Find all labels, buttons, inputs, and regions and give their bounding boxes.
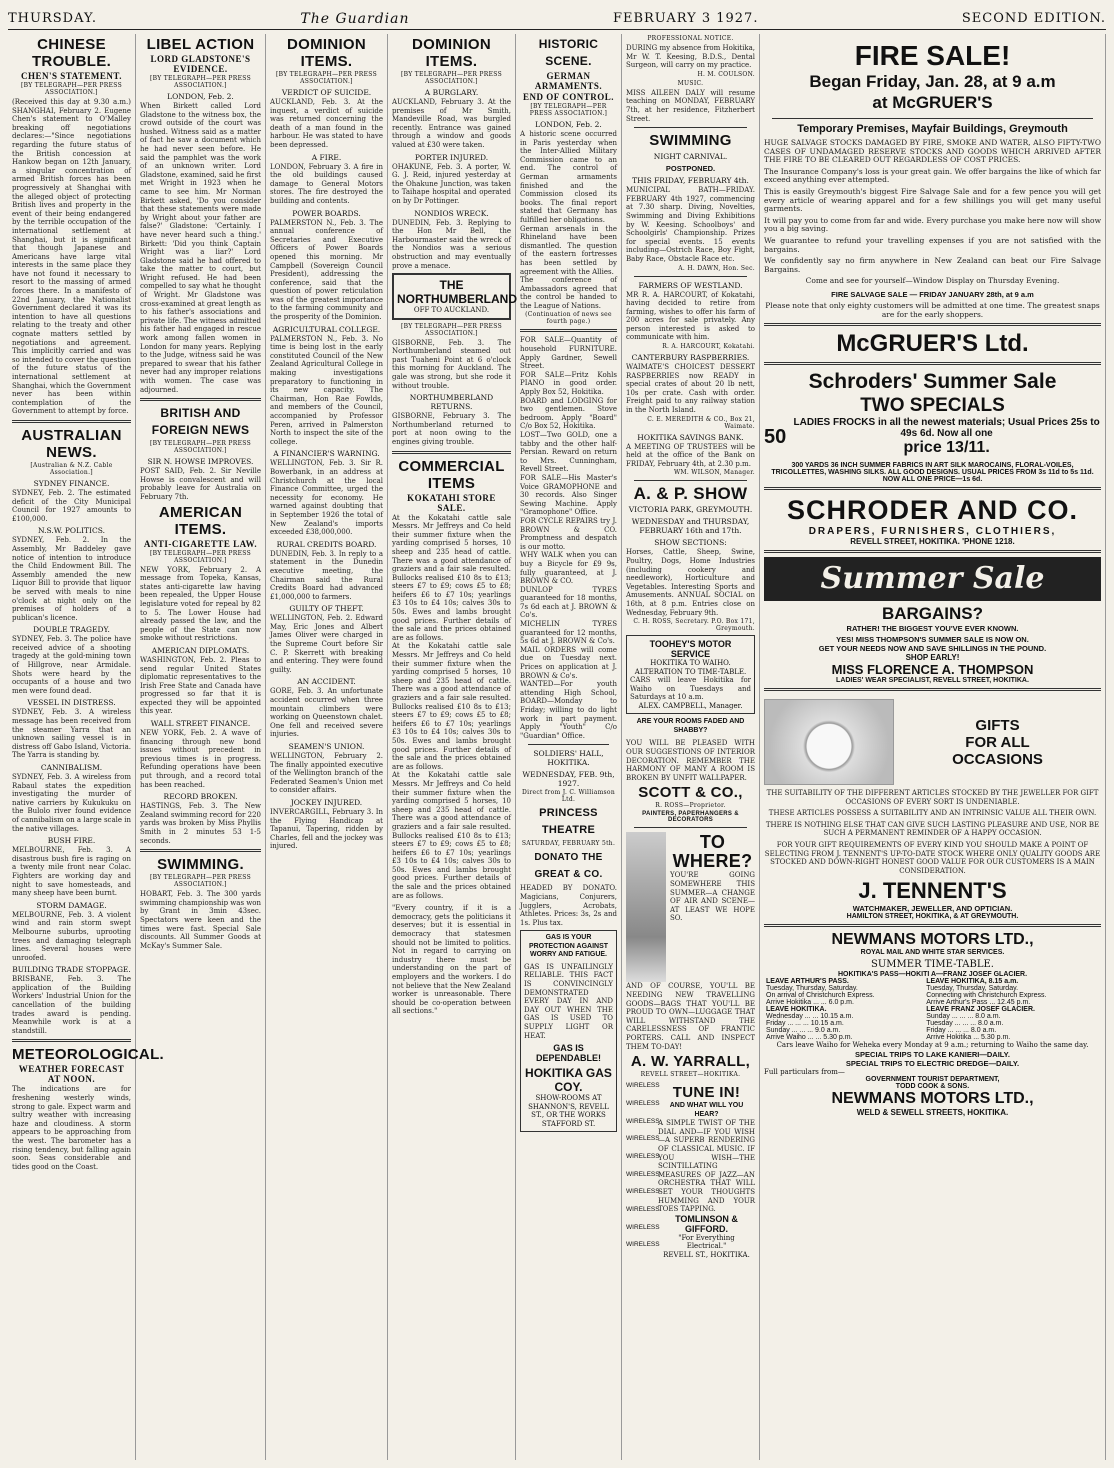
article-text: WASHINGTON, Feb. 2. Pleas to send regular United States diplomatic representatives to the Irish Free State and Canada have progressed so far that it is expected they will be appointed this year.	[140, 655, 261, 716]
article-text: At the Kokatahi cattle sale Messrs. Mr Jeffreys and Co held their summer fixture when the yarding comprised 5 horses, 10 sheep and 235 head of cattle. There was a good attendance of graziers and a fair sale resulted. Bullocks realised £10 8s to £13; steers £7 to £9; cows £5 to £8; heifers £6 to £7 10s; yearlings £3 10s to £4 10s; calves 30s to 50s. Ewes and lambs brought good prices. Further details of the sale and the prices obtained are as follows.	[392, 771, 511, 900]
timetable-cell: Arrive Arthur's Pass ... 12.45 p.m.	[926, 999, 1031, 1007]
notice-signature: H. M. COULSON.	[697, 70, 755, 78]
timetable-row	[764, 978, 1101, 985]
newmans-cook: TODD COOK & SONS.	[895, 1083, 970, 1091]
schroder-co-trades: DRAPERS, FURNISHERS, CLOTHIERS,	[808, 526, 1057, 538]
princess-theatre: PRINCESS THEATRE	[539, 807, 598, 837]
timetable-cell: Tuesday, Thursday, Saturday.	[766, 985, 858, 993]
headline-american-items: AMERICAN ITEMS.	[158, 503, 243, 538]
gifts-occasions: OCCASIONS	[952, 750, 1043, 768]
fabrics-price: NOW ALL ONE PRICE—1s 6d.	[882, 476, 983, 484]
timetable-cell: LEAVE FRANZ JOSEF GLACIER.	[926, 1006, 1035, 1014]
column-4	[388, 34, 516, 1460]
article-text: SYDNEY, Feb. 2. The estimated deficit of the City Municipal Council for 1927 amounts to £100,000.	[12, 488, 131, 523]
raspberries-heading: CANTERBURY RASPBERRIES.	[631, 353, 750, 363]
article-text: LONDON, February 3. A fire in the old buildings caused damage to General Motors stores. The fire destroyed the building and contents.	[270, 162, 383, 205]
divider	[772, 118, 1093, 119]
gifts-for-all: FOR ALL	[965, 733, 1030, 751]
fire-sale-text: It will pay you to come from far and wide. Every purchase you make here now will show you a big saving.	[764, 215, 1101, 234]
byline: [BY TELEGRAPH—PER PRESS ASSOCIATION.]	[401, 71, 502, 85]
dateline: JOCKEY INJURED.	[290, 797, 363, 807]
gas-ad	[520, 930, 617, 1132]
timetable-cell: Arrive Hokitika ... 5.30 p.m.	[926, 1034, 1011, 1042]
timetable-row	[764, 1034, 1101, 1041]
ap-show-title: A. & P. SHOW	[633, 484, 748, 504]
travel-text: YOU'RE GOING SOMEWHERE THIS SUMMER—A CHANGE OF AIR AND SCENE—AT LEAST WE HOPE SO.	[670, 871, 755, 923]
farmers-signature: R. A. HARCOURT, Kokatahi.	[662, 343, 755, 351]
newmans-special-1: SPECIAL TRIPS TO LAKE KANIERI—DAILY.	[855, 1049, 1010, 1059]
northumberland-box	[392, 273, 517, 320]
article-text: POST SAID, Feb. 2. Sir Neville Howse is convalescent and will probably leave for Australia on February 7th.	[140, 467, 261, 501]
headline-british-foreign-news: BRITISH AND FOREIGN NEWS	[151, 406, 250, 438]
newmans-waiho-note: Cars leave Waiho for Weheka every Monday at 9 a.m.; returning to Waiho the same day.	[776, 1041, 1089, 1050]
travel-text-2: AND OF COURSE, YOU'LL BE NEEDING NEW TRAVELLING GOODS—BAGS THAT YOU'LL BE PROUD TO OWN—LUGGAGE THAT WILL WITHSTAND THE CARELESSNESS OF FRANTIC PORTERS. CALL AND INSPECT THEM TO-DAY!	[626, 982, 755, 1051]
byline: [BY TELEGRAPH—PER PRESS ASSOCIATION.]	[150, 75, 251, 89]
tune-in-sub: AND WHAT WILL YOU HEAR?	[669, 1102, 744, 1118]
dateline: VESSEL IN DISTRESS.	[27, 698, 116, 708]
article-text: WELLINGTON, February 2. The finally appointed executive of the Wellington branch of the Federated Seamen's Union met to consider affairs.	[270, 752, 383, 795]
timetable	[764, 978, 1101, 1041]
article-text: SYDNEY, Feb. 3. The police have received advice of a shooting tragedy at the gold-mining town of Hillgrove, near Armidale. Shots were heard by the occupants of a house and two men were found dead.	[12, 635, 131, 695]
newmans-footer-address: WELD & SEWELL STREETS, HOKITIKA.	[856, 1108, 1009, 1118]
timetable-row	[764, 992, 1101, 999]
divider	[634, 276, 747, 277]
article-text: HASTINGS, Feb. 3. The New Zealand swimming record for 220 yards was broken by Miss Phyllis Smith in 2 minutes 53 1-5 seconds.	[140, 802, 261, 845]
article-text: SYDNEY, Feb. 3. A wireless from Rabaul states the expedition investigating the murder of native carriers by Kukukuku on the Bulolo river found evidence of cannibalism on a large scale in the native villages.	[12, 773, 131, 833]
toohey-ad	[626, 635, 755, 714]
article-text: OHAKUNE, Feb. 3. A porter, W. G. J. Reid, injured yesterday at the Ohakune Junction, was taken to Taihape hospital and operated on by Dr Pottinger.	[392, 162, 511, 205]
timetable-row	[764, 1013, 1101, 1020]
article-text: NEW YORK, Feb. 2. A wave of financing through new bond issues without precedent in previous times is in progress. Refunding operations have been put through, and a record total has been reached.	[140, 729, 261, 789]
tennent-address: HAMILTON STREET, HOKITIKA, & AT GREYMOUTH.	[846, 913, 1019, 921]
article-text: German arsenals in the Rhineland have been dismantled. The question of the eastern fortresses has been settled by agreement with the Allies.	[520, 224, 617, 276]
gas-address: SHOW-ROOMS AT SHANNON'S, REVELL ST., OR THE WORKS STAFFORD ST.	[528, 1094, 609, 1128]
gas-company: HOKITIKA GAS COY.	[525, 1066, 612, 1095]
timetable-row	[764, 1020, 1101, 1027]
toohey-title: TOOHEY'S MOTOR SERVICE	[649, 639, 732, 660]
article-text: A historic scene occurred in Paris yesterday when the Inter-Allied Military Commission came to an end. The control of German armaments finished and the Commission closed its books. The final report stated that Germany has fulfilled her obligations.	[520, 130, 617, 224]
dateline: SIR N. HOWSE IMPROVES.	[147, 457, 254, 467]
masthead	[8, 8, 1106, 30]
fire-sale-premises: Temporary Premises, Mayfair Buildings, Greymouth	[797, 123, 1068, 135]
ap-show-venue: VICTORIA PARK, GREYMOUTH.	[628, 505, 753, 515]
gifts-text: THERE IS NOTHING ELSE THAT CAN GIVE SUCH LASTING PLEASURE AND USE, NOR BE SUCH A PERMANENT REMINDER OF A HAPPY OCCASION.	[765, 820, 1100, 838]
scott-proprietor: R. ROSS—Proprietor.	[655, 802, 726, 810]
subhead: CHEN'S STATEMENT.	[20, 71, 123, 81]
divider	[764, 688, 1101, 691]
two-specials: TWO SPECIALS	[860, 395, 1005, 417]
soldiers-hall: SOLDIERS' HALL, HOKITIKA.	[533, 749, 604, 768]
rooms-text: YOU WILL BE PLEASED WITH OUR SUGGESTIONS OF INTERIOR DECORATION. REMEMBER THE HARMONY OF MANY A ROOM IS BROKEN BY UNFIT WALLPAPER.	[626, 739, 755, 782]
timetable-row	[764, 985, 1101, 992]
newmans-title: NEWMANS MOTORS LTD.,	[831, 931, 1034, 949]
box-title: THE NORTHUMBERLAND	[397, 278, 517, 307]
masthead-day: THURSDAY.	[8, 11, 97, 26]
divider	[764, 924, 1101, 927]
scott-trade: PAINTERS, PAPERHANGERS & DECORATORS	[642, 811, 739, 824]
dateline: NORTHUMBERLAND RETURNS.	[409, 393, 494, 412]
toohey-text: CARS will leave Hokitika for Waiho on Tuesdays and Saturdays at 10 a.m.	[630, 676, 751, 702]
bargains-sub: RATHER! THE BIGGEST YOU'VE EVER KNOWN.	[846, 624, 1019, 634]
fire-sale-when: FIRE SALVAGE SALE — FRIDAY JANUARY 28th, at 9 a.m	[831, 289, 1034, 299]
article-text: SYDNEY, Feb. 2. In the Assembly, Mr Baddeley gave notice of intention to introduce the Child Endowment Bill. The Assembly amended the new Liquor Bill to provide that liquor be served with meals to nine o'clock at night only on the premises of holders of a publican's licence.	[12, 536, 131, 622]
classified-ad: LOST—Two GOLD, one a tabby and the other half-Persian. Reward on return to Mrs. Cunningham, Revell Street.	[520, 431, 617, 474]
divider	[634, 127, 747, 128]
toohey-route: HOKITIKA TO WAIHO.	[650, 659, 731, 668]
travel-to: TO	[699, 832, 726, 853]
fire-sale-text: We confidently say no firm anywhere in New Zealand can beat our Fire Salvage Bargains.	[764, 256, 1101, 274]
divider	[520, 329, 617, 332]
byline: [BY TELEGRAPH—PER PRESS ASSOCIATION.]	[529, 103, 608, 117]
toohey-alteration: ALTERATION TO TIME-TABLE.	[634, 667, 747, 676]
gifts-text: THESE ARTICLES POSSESS A SUITABILITY AND AN INTRINSIC VALUE ALL THEIR OWN.	[768, 809, 1097, 818]
article-text: At the Kokatahi cattle sale Messrs. Mr Jeffreys and Co held their summer fixture when the yarding comprised 5 horses, 10 sheep and 235 head of cattle. There was a good attendance of graziers and a fair sale resulted. Bullocks realised £10 8s to £13; steers £7 to £9; cows £5 to £8; heifers £6 to £7 10s; yearlings £3 10s to £4 10s; calves 30s to 50s. Ewes and lambs brought good prices. Further details of the sale and the prices obtained are as follows.	[392, 513, 511, 642]
swimming-ad-title: SWIMMING	[649, 132, 732, 150]
headline-australian-news: AUSTRALIAN NEWS.	[21, 426, 122, 461]
article-text: GORE, Feb. 3. An unfortunate accident occurred when three mountain climbers were working on Queenstown chalet. One fell and received severe injuries.	[270, 687, 383, 739]
article-text: GISBORNE, Feb. 3. The Northumberland steamed out past Tuaheni Point at 6 o'clock this morning for Auckland. The gale was strong, but she rode it without trouble.	[392, 338, 511, 390]
newmans-special-2: SPECIAL TRIPS TO ELECTRIC DREDGE—DAILY.	[845, 1058, 1020, 1068]
mcgruers-logo: McGRUER'S Ltd.	[836, 330, 1029, 358]
newmans-services: ROYAL MAIL AND WHITE STAR SERVICES.	[860, 949, 1005, 957]
timetable-cell: Arrive Waiho ... ... 5.30 p.m.	[766, 1034, 853, 1042]
scott-title: SCOTT & CO.,	[638, 784, 743, 802]
byline: [BY TELEGRAPH—PER PRESS ASSOCIATION.]	[150, 874, 251, 889]
headline-meteorological: METEOROLOGICAL.	[12, 1046, 164, 1064]
article-text: "Every country, if it is a democracy, gets the politicians it deserves; but it is essential in democracy that statesmen should not be limited to politics. Not in regard to carrying on industry there must be understanding on the part of employers and the workers. I do not believe that the New Zealand worker is unreasonable. There should be co-operation between all sections."	[392, 904, 511, 1016]
dateline: POWER BOARDS.	[292, 208, 361, 218]
classified-ad: BOARD and LODGING for two gentlemen. Stove bedroom. Apply "Board" C/o Box 52, Hokitika.	[520, 396, 617, 431]
dateline: SYDNEY FINANCE.	[33, 478, 110, 488]
timetable-cell: On arrival of Christchurch Express.	[766, 992, 875, 1000]
travel-ad	[626, 832, 755, 982]
swimming-sub: NIGHT CARNIVAL.	[653, 152, 728, 162]
masthead-edition: SECOND EDITION.	[961, 11, 1106, 26]
dateline: DOUBLE TRAGEDY.	[33, 625, 110, 635]
fire-sale-note: Please note that only eighty customers will be admitted at one time. The greatest snaps are for the early shoppers.	[765, 300, 1100, 319]
article-text: (Received this day at 9.30 a.m.) SHANGHAI, February 2. Eugene Chen's statement to O'Malley breaking off negotiations declares:—"Since negotiations regarding the future status of the British concession at Hankow began on 12th January, a singular concentration of armed British forces has been progressively at Shanghai with the alleged object of protecting British lives and property in the event of their being endangered by the terrible occupation of the international settlement at Shanghai, but it is significant that though Japanese and Americans have large vital interests in the same place they have not found it necessary to resort to the massing of armed forces there. In a manifesto of 22nd January, the Nationalist Government declared it was its intention to have all questions relating to the treaty and other cognate matters settled by negotiations and agreement. This implicitly carried and was so intended to cover the question of the future status of the international settlement at Shanghai, which the Government never has been within contemplation of the Government to attempt by force.	[12, 98, 131, 416]
farmers-heading: FARMERS OF WESTLAND.	[638, 280, 743, 290]
classified-ad: FOR SALE—Fritz Kohls PIANO in good order. Apply Box 52, Hokitika.	[520, 370, 617, 397]
gifts-header	[764, 695, 1101, 789]
music-heading: MUSIC.	[677, 79, 704, 87]
swimming-text: MUNICIPAL BATH—FRIDAY. FEBRUARY 4th 1927, commencing at 7.30 sharp. Diving, Novelties, Swimming and Diving Exhibitions by W. Keesing. Schoolboys' and Schoolgirls' Championship. Prizes for special events. 15 events including—Ostrich Race, Boy Fight, Baby Race, Obstacle Race etc.	[626, 186, 755, 263]
dateline: LONDON, Feb. 2.	[535, 120, 602, 129]
notice-text: DURING my absence from Hokitika, Mr W. T. Keesing, B.D.S., Dental Surgeon, will carry on my practice.	[626, 44, 755, 70]
subhead: GERMAN ARMAMENTS.	[534, 71, 603, 91]
timetable-cell: Wednesday ... ... 10.15 a.m.	[766, 1013, 854, 1021]
gifts-text: FOR YOUR GIFT REQUIREMENTS OF EVERY KIND YOU SHOULD MAKE A POINT OF SELECTING FROM J. TENNENT'S UP-TO-DATE STOCK WHERE ONLY QUALITY GOODS ARE STOCKED AND DOWN-RIGHT HONEST GOOD VALUE FOR OUR CUSTOMERS IS A MAIN CONSIDERATION.	[764, 841, 1101, 875]
article-text: DUNEDIN, Feb. 3. In reply to a statement in the Dunedin executive meeting, the Chairman said the Rural Credits Board had advanced £1,000,000 to farmers.	[270, 549, 383, 601]
article-text: BRISBANE, Feb. 3. The application of the Building Workers' Industrial Union for the cancellation of the building trades award is pending. Meanwhile work is at a standstill.	[12, 975, 131, 1035]
tennent-title: J. TENNENT'S	[858, 878, 1007, 904]
timetable-cell: LEAVE HOKITIKA.	[766, 1006, 827, 1014]
timetable-title: SUMMER TIME-TABLE.	[871, 959, 994, 971]
savings-bank-heading: HOKITIKA SAVINGS BANK.	[637, 432, 744, 442]
dateline: RECORD BROKEN.	[163, 792, 238, 802]
headline-dominion-items: DOMINION ITEMS.	[411, 36, 492, 70]
timetable-cell: Sunday ... ... ... 8.0 a.m.	[926, 1013, 1001, 1021]
thompson-address: LADIES' WEAR SPECIALIST, REVELL STREET, HOKITIKA.	[836, 677, 1029, 685]
timetable-cell: Sunday ... ... ... 9.0 a.m.	[766, 1027, 841, 1035]
subhead: LORD GLADSTONE'S EVIDENCE.	[150, 54, 251, 74]
subhead: END OF CONTROL.	[523, 92, 614, 102]
swimming-postponed: POSTPONED.	[665, 164, 716, 174]
byline: [BY TELEGRAPH—PER PRESS ASSOCIATION.]	[21, 82, 122, 96]
dateline: A FIRE.	[311, 152, 342, 162]
fire-sale-text: Come and see for yourself—Window Display on Thursday Evening.	[805, 276, 1060, 286]
classified-ad: DUNLOP TYRES guaranteed for 18 months, 7s 6d each at J. BROWN & Co's.	[520, 585, 617, 620]
article-text: SYDNEY, Feb. 3. A wireless message has been received from the steamer Yarra that an unknown sailing vessel is in distress off Gabo Island, Victoria. The Yarra is standing by.	[12, 708, 131, 760]
divider	[764, 487, 1101, 490]
timetable-row	[764, 1027, 1101, 1034]
dateline: N.S.W. POLITICS.	[38, 526, 105, 536]
traveller-illustration	[626, 832, 666, 982]
travel-where: WHERE?	[672, 851, 753, 872]
subhead: WEATHER FORECAST AT NOON.	[18, 1064, 125, 1085]
article-text: WELLINGTON, Feb. 3. Sir R. Bowerbank, in an address at Christchurch at the local Finance Committee, urged the necessity for economy. He warned against doubting that in September 1926 the total of New Zealand's imports exceeded £38,000,000.	[270, 459, 383, 537]
headline-libel-action: LIBEL ACTION	[146, 36, 255, 53]
classified-ad: FOR SALE—Quantity of household FURNITURE. Apply Gardner, Sewell Street.	[520, 336, 617, 371]
donato-text: HEADED BY DONATO. Magicians, Conjurers, Jugglers, Acrobats, Athletes. Prices: 3s, 2s and 1s. Plus tax.	[520, 884, 617, 927]
masthead-date: FEBRUARY 3 1927.	[612, 11, 759, 26]
bargains-shop-early: SHOP EARLY!	[905, 653, 960, 663]
notice-heading: PROFESSIONAL NOTICE.	[647, 35, 734, 42]
newmans-dept: GOVERNMENT TOURIST DEPARTMENT,	[865, 1076, 1000, 1084]
timetable-row	[764, 1006, 1101, 1013]
column-6	[622, 34, 760, 1460]
headline-swimming: SWIMMING.	[157, 856, 244, 874]
raspberries-signature: C. E. MEREDITH & CO., Box 21, Waimate.	[647, 415, 755, 430]
clock-illustration	[764, 699, 894, 785]
classified-ad: WHY WALK when you can buy a Bicycle for £9 9s, fully guaranteed, at J. BROWN & CO.	[520, 551, 617, 586]
divider	[12, 420, 131, 423]
bargains-text-2: GET YOUR NEEDS NOW AND SAVE SHILLINGS IN THE POUND.	[818, 644, 1047, 654]
tomlinson-slogan: "For Everything Electrical."	[678, 1233, 735, 1251]
divider	[634, 480, 747, 481]
divider	[140, 849, 261, 852]
article-text: HOBART, Feb. 3. The 300 yards swimming championship was won by Grant in 3min 43sec. Spectators were keen and the times were fast. Special Sale discounts. All Summer Goods at McKay's Summer Sale.	[140, 890, 261, 950]
bargains-title: BARGAINS?	[881, 604, 984, 624]
article-text: NEW YORK, February 2. A message from Topeka, Kansas, states anti-cigarette law having been repealed, the Upper House legislature voted for repeal by 82 to 5. The Lower House had already passed the law, and the people of the State can now smoke without restrictions.	[140, 565, 261, 643]
gifts-text: THE SUITABILITY OF THE DIFFERENT ARTICLES STOCKED BY THE JEWELLER FOR GIFT OCCASIONS OF EVERY SORT IS UNDENIABLE.	[766, 789, 1099, 806]
timetable-cell: Connecting with Christchurch Express.	[926, 992, 1047, 1000]
fire-sale-text: We guarantee to refund your travelling expenses if you are not satisfied with the bargains.	[764, 235, 1101, 254]
fire-sale-date: Began Friday, Jan. 28, at 9 a.m	[809, 72, 1056, 91]
timetable-cell: Arrive Hokitika ... ... 6.0 p.m.	[766, 999, 854, 1007]
byline: [Australian & N.Z. Cable Association.]	[30, 461, 113, 476]
divider	[764, 550, 1101, 553]
timetable-cell: Friday ... ... ... 10.15 a.m.	[766, 1020, 844, 1028]
dateline: AMERICAN DIPLOMATS.	[151, 645, 250, 655]
frocks-text: LADIES FROCKS in all the newest materials; Usual Prices 25s to 49s 6d. Now all one	[793, 417, 1100, 440]
timetable-route: HOKITIKA'S PASS—HOKITI A—FRANZ JOSEF GLACIER.	[837, 971, 1028, 979]
soldiers-hall-note: Direct from J. C. Williamson Ltd.	[521, 789, 616, 804]
dateline: GUILTY OF THEFT.	[289, 604, 364, 614]
newmans-footer-title: NEWMANS MOTORS LTD.,	[831, 1090, 1034, 1108]
article-text: PALMERSTON N., Feb. 3. The annual conference of Secretaries and Executive Officers of Power Boards opened this morning. Mr Campbell (Sovereign Council President), addressing the conference, said that the question of power reticulation was of the greatest importance to the farming community and the prosperity of the Dominion.	[270, 218, 383, 322]
byline: [BY TELEGRAPH—PER PRESS ASSOCIATION.]	[401, 322, 502, 337]
dateline: AGRICULTURAL COLLEGE.	[272, 324, 381, 334]
byline: [BY TELEGRAPH—PER PRESS ASSOCIATION.]	[150, 549, 251, 564]
dateline: A FINANCIER'S WARNING.	[273, 449, 380, 459]
fire-sale-text: HUGE SALVAGE STOCKS DAMAGED BY FIRE, SMOKE AND WATER, ALSO FIFTY-TWO CASES OF UNDAMAGED RESERVE STOCKS AND GOODS WHICH ARRIVED AFTER THE FIRE TO BE CLEARED OUT REGARDLESS OF COST PRICES.	[764, 138, 1101, 165]
timetable-row	[764, 999, 1101, 1006]
dateline: VERDICT OF SUICIDE.	[281, 88, 372, 97]
article-text: GISBORNE, February 3. The Northumberland returned to port at noon owing to the engines giving trouble.	[392, 412, 511, 446]
frocks-special	[764, 417, 1101, 457]
newmans-particulars: Full particulars from—	[764, 1067, 845, 1076]
farmers-text: MR R. A. HARCOURT, of Kokatahi, having decided to retire from farming, wishes to offer his farm of 200 acres for sale privately. Any person interested is asked to communicate with him.	[626, 290, 755, 342]
yarrall-address: REVELL STREET—HOKITIKA.	[640, 1071, 741, 1079]
frocks-count: 50	[764, 425, 787, 448]
fire-sale-text: The Insurance Company's loss is your great gain. We offer bargains the like of which far exceed anything ever attempted.	[764, 166, 1101, 185]
dateline: RURAL CREDITS BOARD.	[276, 539, 377, 549]
fire-sale-store: at McGRUER'S	[872, 93, 993, 112]
timetable-cell: Tuesday ... ... ... 8.0 a.m.	[926, 1020, 1004, 1028]
bargains-text: YES! MISS THOMPSON'S SUMMER SALE IS NOW ON.	[836, 635, 1029, 645]
wireless-ad	[626, 1082, 755, 1259]
timetable-cell: LEAVE ARTHUR'S PASS.	[766, 978, 849, 986]
donato-title: DONATO THE GREAT & CO.	[534, 852, 603, 881]
gas-dependable: GAS IS DEPENDABLE!	[535, 1043, 601, 1064]
gas-text: GAS IS UNFAILINGLY RELIABLE. THIS FACT IS CONVINCINGLY DEMONSTRATED EVERY DAY IN AND DAY OUT WHEN THE GAS IS USED TO SUPPLY LIGHT OR HEAT.	[524, 962, 613, 1040]
timetable-cell: LEAVE HOKITIKA, 8.15 a.m.	[926, 978, 1019, 986]
article-text: PALMERSTON N., Feb. 3. No time is being lost in the early constituted Council of the New Zealand Agricultural College in making investigations preparatory to functioning in its new capacity. The Chairman, Hon Rae Fowlds, and members of the Council, accompanied by Professor Peren, arrived in Palmerston North to inspect the site of the college.	[270, 334, 383, 446]
summer-sale-banner: Summer Sale	[764, 557, 1101, 601]
masthead-paper-name: The Guardian	[300, 10, 410, 27]
article-text: DUNEDIN, Feb. 3. Replying to the Hon Mr Bell, the Harbourmaster said the wreck of the Nondios was a serious obstruction and may eventually prove a menace.	[392, 218, 511, 270]
dateline: SEAMEN'S UNION.	[288, 742, 365, 751]
ap-show-signature: C. H. ROSS, Secretary. P.O. Box 171, Greymouth.	[633, 618, 755, 633]
theatre-date: SATURDAY, FEBRUARY 5th.	[521, 840, 616, 848]
headline-dominion-items: DOMINION ITEMS.	[286, 36, 367, 70]
raspberries-text: WAIMATE'S CHOICEST DESSERT RASPBERRIES now READY in special crates of about 20 lb nett, 10s per crate. Cash with order. Freight paid to any railway station in the North Island.	[626, 363, 755, 415]
subhead: ANTI-CIGARETTE LAW.	[143, 538, 258, 549]
dateline: STORM DAMAGE.	[36, 900, 107, 910]
ap-show-sections-heading: SHOW SECTIONS:	[654, 538, 727, 548]
article-text: WELLINGTON, Feb. 2. Edward May, Eric Jones and Albert James Oliver were charged in the Supreme Court before Sir C. P. Skerrett with breaking and entering. They were found guilty.	[270, 614, 383, 674]
soldiers-hall-date: WEDNESDAY, FEB. 9th, 1927.	[522, 770, 615, 789]
article-text: AUCKLAND, Feb. 3. At the inquest, a verdict of suicide was returned concerning the death of a man found in the harbour. He was stated to have been depressed.	[270, 98, 383, 149]
article-text: MELBOURNE, Feb. 3. A disastrous bush fire is raging on a twenty mile front near Colac. Fighters are working day and night to save homesteads, and many sheep have been burnt.	[12, 846, 131, 898]
continuation-note: (Continuation of news see fourth page.)	[525, 311, 612, 326]
toohey-manager: ALEX. CAMPBELL, Manager.	[638, 701, 743, 710]
headline-chinese-trouble: CHINESE TROUBLE.	[31, 36, 112, 70]
column-5	[516, 34, 622, 1460]
column-2	[136, 34, 266, 1460]
rooms-headline: ARE YOUR ROOMS FADED AND SHABBY?	[636, 718, 745, 734]
thompson-name: MISS FLORENCE A. THOMPSON	[831, 662, 1034, 678]
savings-bank-signature: WM. WILSON, Manager.	[673, 469, 755, 477]
classified-ad: WANTED—For youth attending High School, BOARD—Monday to Friday; willing to do light work in part payment. Apply "Youth" C/o "Guardian" Office.	[520, 680, 617, 740]
headline-historic-scene: HISTORIC SCENE.	[538, 37, 599, 68]
column-3	[266, 34, 388, 1460]
classified-ad: FOR SALE—His Master's Voice GRAMOPHONE and 30 records. Also Singer Sewing Machine. Apply "Gramophone" Office.	[520, 473, 617, 517]
subhead: KOKATAHI STORE SALE.	[407, 492, 496, 513]
article-text: MELBOURNE, Feb. 3. A violent wind and rain storm swept Melbourne suburbs, uprooting trees and damaging telegraph lines. Several houses were unroofed.	[12, 910, 131, 962]
classified-ad: MAIL ORDERS will come due on Tuesday next. Prices on application at J. BROWN & Co's.	[520, 645, 617, 680]
schroder-co-address: REVELL STREET, HOKITIKA. 'PHONE 1218.	[850, 537, 1015, 547]
yarrall-title: A. W. YARRALL,	[630, 1053, 751, 1071]
column-1	[8, 34, 164, 1460]
tune-in-text: A SIMPLE TWIST OF THE DIAL AND—IF YOU WISH—A SUPERB RENDERING OF CLASSICAL MUSIC. IF YOU WISH—THE SCINTILLATING MEASURES OF JAZZ—AN ORCHESTRA THAT WILL SET YOUR THOUGHTS HUMMING AND YOUR TOES TAPPING.	[658, 1119, 755, 1214]
divider	[764, 362, 1101, 365]
gifts-title: GIFTS	[975, 716, 1020, 734]
dateline: A BURGLARY.	[424, 88, 479, 97]
divider	[12, 1039, 131, 1042]
divider	[764, 323, 1101, 326]
timetable-cell: Tuesday, Thursday, Saturday.	[926, 985, 1019, 993]
frocks-price: price 13/11.	[903, 439, 990, 457]
divider	[634, 827, 747, 828]
dateline: CANNIBALISM.	[40, 763, 103, 772]
fabrics-text: 300 YARDS 36 INCH SUMMER FABRICS IN ART SILK MAROCAINS, FLORAL-VOILES, TRICOLLETTES, WASHING SILKS. ALL GOOD DESIGNS. USUAL PRICES FROM 3s 11d to 5s 11d.	[771, 462, 1094, 477]
timetable-cell: Friday ... ... ... 8.0 a.m.	[926, 1027, 997, 1035]
dateline: AN ACCIDENT.	[297, 677, 356, 687]
byline: [BY TELEGRAPH—PER PRESS ASSOCIATION.]	[150, 440, 251, 455]
schroder-co-title: SCHRODER AND CO.	[786, 495, 1078, 526]
schroders-sale-title: Schroders' Summer Sale	[808, 370, 1057, 394]
swimming-signature: A. H. DAWN, Hon. Sec.	[678, 264, 755, 272]
dateline: PORTER INJURED.	[414, 152, 489, 162]
ap-show-dates: WEDNESDAY and THURSDAY, FEBRUARY 16th and 17th.	[631, 517, 750, 536]
column-7	[760, 34, 1106, 1460]
classified-ad: FOR CYCLE REPAIRS try J. BROWN & CO. Promptness and despatch is our motto.	[520, 516, 617, 551]
ap-show-text: Horses, Cattle, Sheep, Swine, Poultry, Dogs, Home Industries (including cookery and needlework), Horticulture and Vegetables. Interesting Sports and Amusements. ANNUAL SOCIAL on 16th, at 8 p.m. Entries close on Wednesday, February 9th.	[626, 548, 755, 617]
dateline: NONDIOS WRECK.	[414, 208, 489, 218]
fire-sale-text: This is easily Greymouth's biggest Fire Salvage Sale and for a few pence you will get every article of wearing apparel and for a few shillings you will get many useful garments.	[764, 186, 1101, 214]
article-text: AUCKLAND, February 3. At the premises of Mr Smith, Mandeville Road, was burgled recently. Entrance was gained through a window and goods valued at £30 were taken.	[392, 98, 511, 149]
wireless-border-left: WIRELESS WIRELESS WIRELESS WIRELESS WIRELESS WIRELESS WIRELESS WIRELESS WIRELESS WIRELESS	[626, 1082, 660, 1249]
dateline: LONDON, Feb. 2.	[167, 92, 234, 101]
dateline: BUILDING TRADE STOPPAGE.	[12, 965, 131, 975]
article-text: When Birkett called Lord Gladstone to the witness box, the crowd outside of the court was hushed. Witness said as a matter of fact he saw a document which he had never seen before. He said the pamphlet was the work of an unknown writer. Lord Gladstone, examined, said he first met Wright in 1923 when he came to see him. Mr Norman Birkett asked, 'Do you consider that these statements were made by Wright about your father are false?' Gladstone: 'Certainly. I have never heard such a thing.' Birkett: 'Did you think Captain Wright was a liar?' Lord Gladstone said he had offered to take the matter to court, but Wright refused. He had been compelled to say what he thought of Wright. Mr Gladstone was cross-examined at great length as to his father's associations and private life. The witness admitted his father had engaged in rescue work among fallen women in London for many years. Replying to the Judge, witness said he was prepared to swear that his father never had any improper relations with women. The case was adjourned.	[140, 102, 261, 394]
article-text: The indications are for freshening westerly winds, strong to gale. Expect warm and sultry weather with increasing haze and cloudiness. A storm appears to be approaching from the west. The barometer has a rising tendency, but falling again soon. Seas considerable and tides good on the Coast.	[12, 1085, 131, 1171]
tomlinson-address: REVELL ST., HOKITIKA.	[663, 1250, 750, 1259]
article-text: The conference of Ambassadors agreed that the control be handed to the League of Nations.	[520, 276, 617, 310]
dateline: WALL STREET FINANCE.	[150, 719, 251, 729]
headline-commercial-items: COMMERCIAL ITEMS	[398, 457, 505, 492]
music-text: MISS AILEEN DALY will resume teaching on MONDAY, FEBRUARY 7th, at her residence, Fitzherbert Street.	[626, 88, 755, 123]
article-text: At the Kokatahi cattle sale Messrs. Mr Jeffreys and Co held their summer fixture when the yarding comprised 5 horses, 10 sheep and 235 head of cattle. There was a good attendance of graziers and a fair sale resulted. Bullocks realised £10 8s to £13; steers £7 to £9; cows £5 to £8; heifers £6 to £7 10s; yearlings £3 10s to £4 10s; calves 30s to 50s. Ewes and lambs brought good prices. Further details of the sale and the prices obtained are as follows.	[392, 642, 511, 771]
tomlinson-title: TOMLINSON & GIFFORD.	[675, 1213, 738, 1234]
byline: [BY TELEGRAPH—PER PRESS ASSOCIATION.]	[276, 71, 377, 85]
divider	[392, 451, 511, 454]
classified-ad: MICHELIN TYRES guaranteed for 12 months, 5s 6d at J. BROWN & Co's.	[520, 620, 617, 646]
box-subtitle: OFF TO AUCKLAND.	[413, 306, 490, 315]
divider	[528, 744, 609, 745]
article-text: INVERCARGILL, February 3. In the Flying Handicap at Tapanui, Tapering, ridden by Charles, fell and the jockey was injured.	[270, 807, 383, 851]
fire-sale-title: FIRE SALE!	[854, 40, 1011, 71]
dateline: BUSH FIRE.	[47, 836, 96, 846]
swimming-date: THIS FRIDAY, FEBRUARY 4th.	[632, 176, 749, 186]
tune-in-title: TUNE IN!	[672, 1084, 741, 1102]
savings-bank-text: A MEETING OF TRUSTEES will be held at the office of the Bank on FRIDAY, February 4th, at 2.30 p.m.	[626, 442, 755, 468]
tennent-trade: WATCHMAKER, JEWELLER, AND OPTICIAN.	[852, 904, 1013, 914]
gas-headline: GAS IS YOUR PROTECTION AGAINST WORRY AND FATIGUE.	[528, 934, 609, 959]
divider	[140, 398, 261, 401]
